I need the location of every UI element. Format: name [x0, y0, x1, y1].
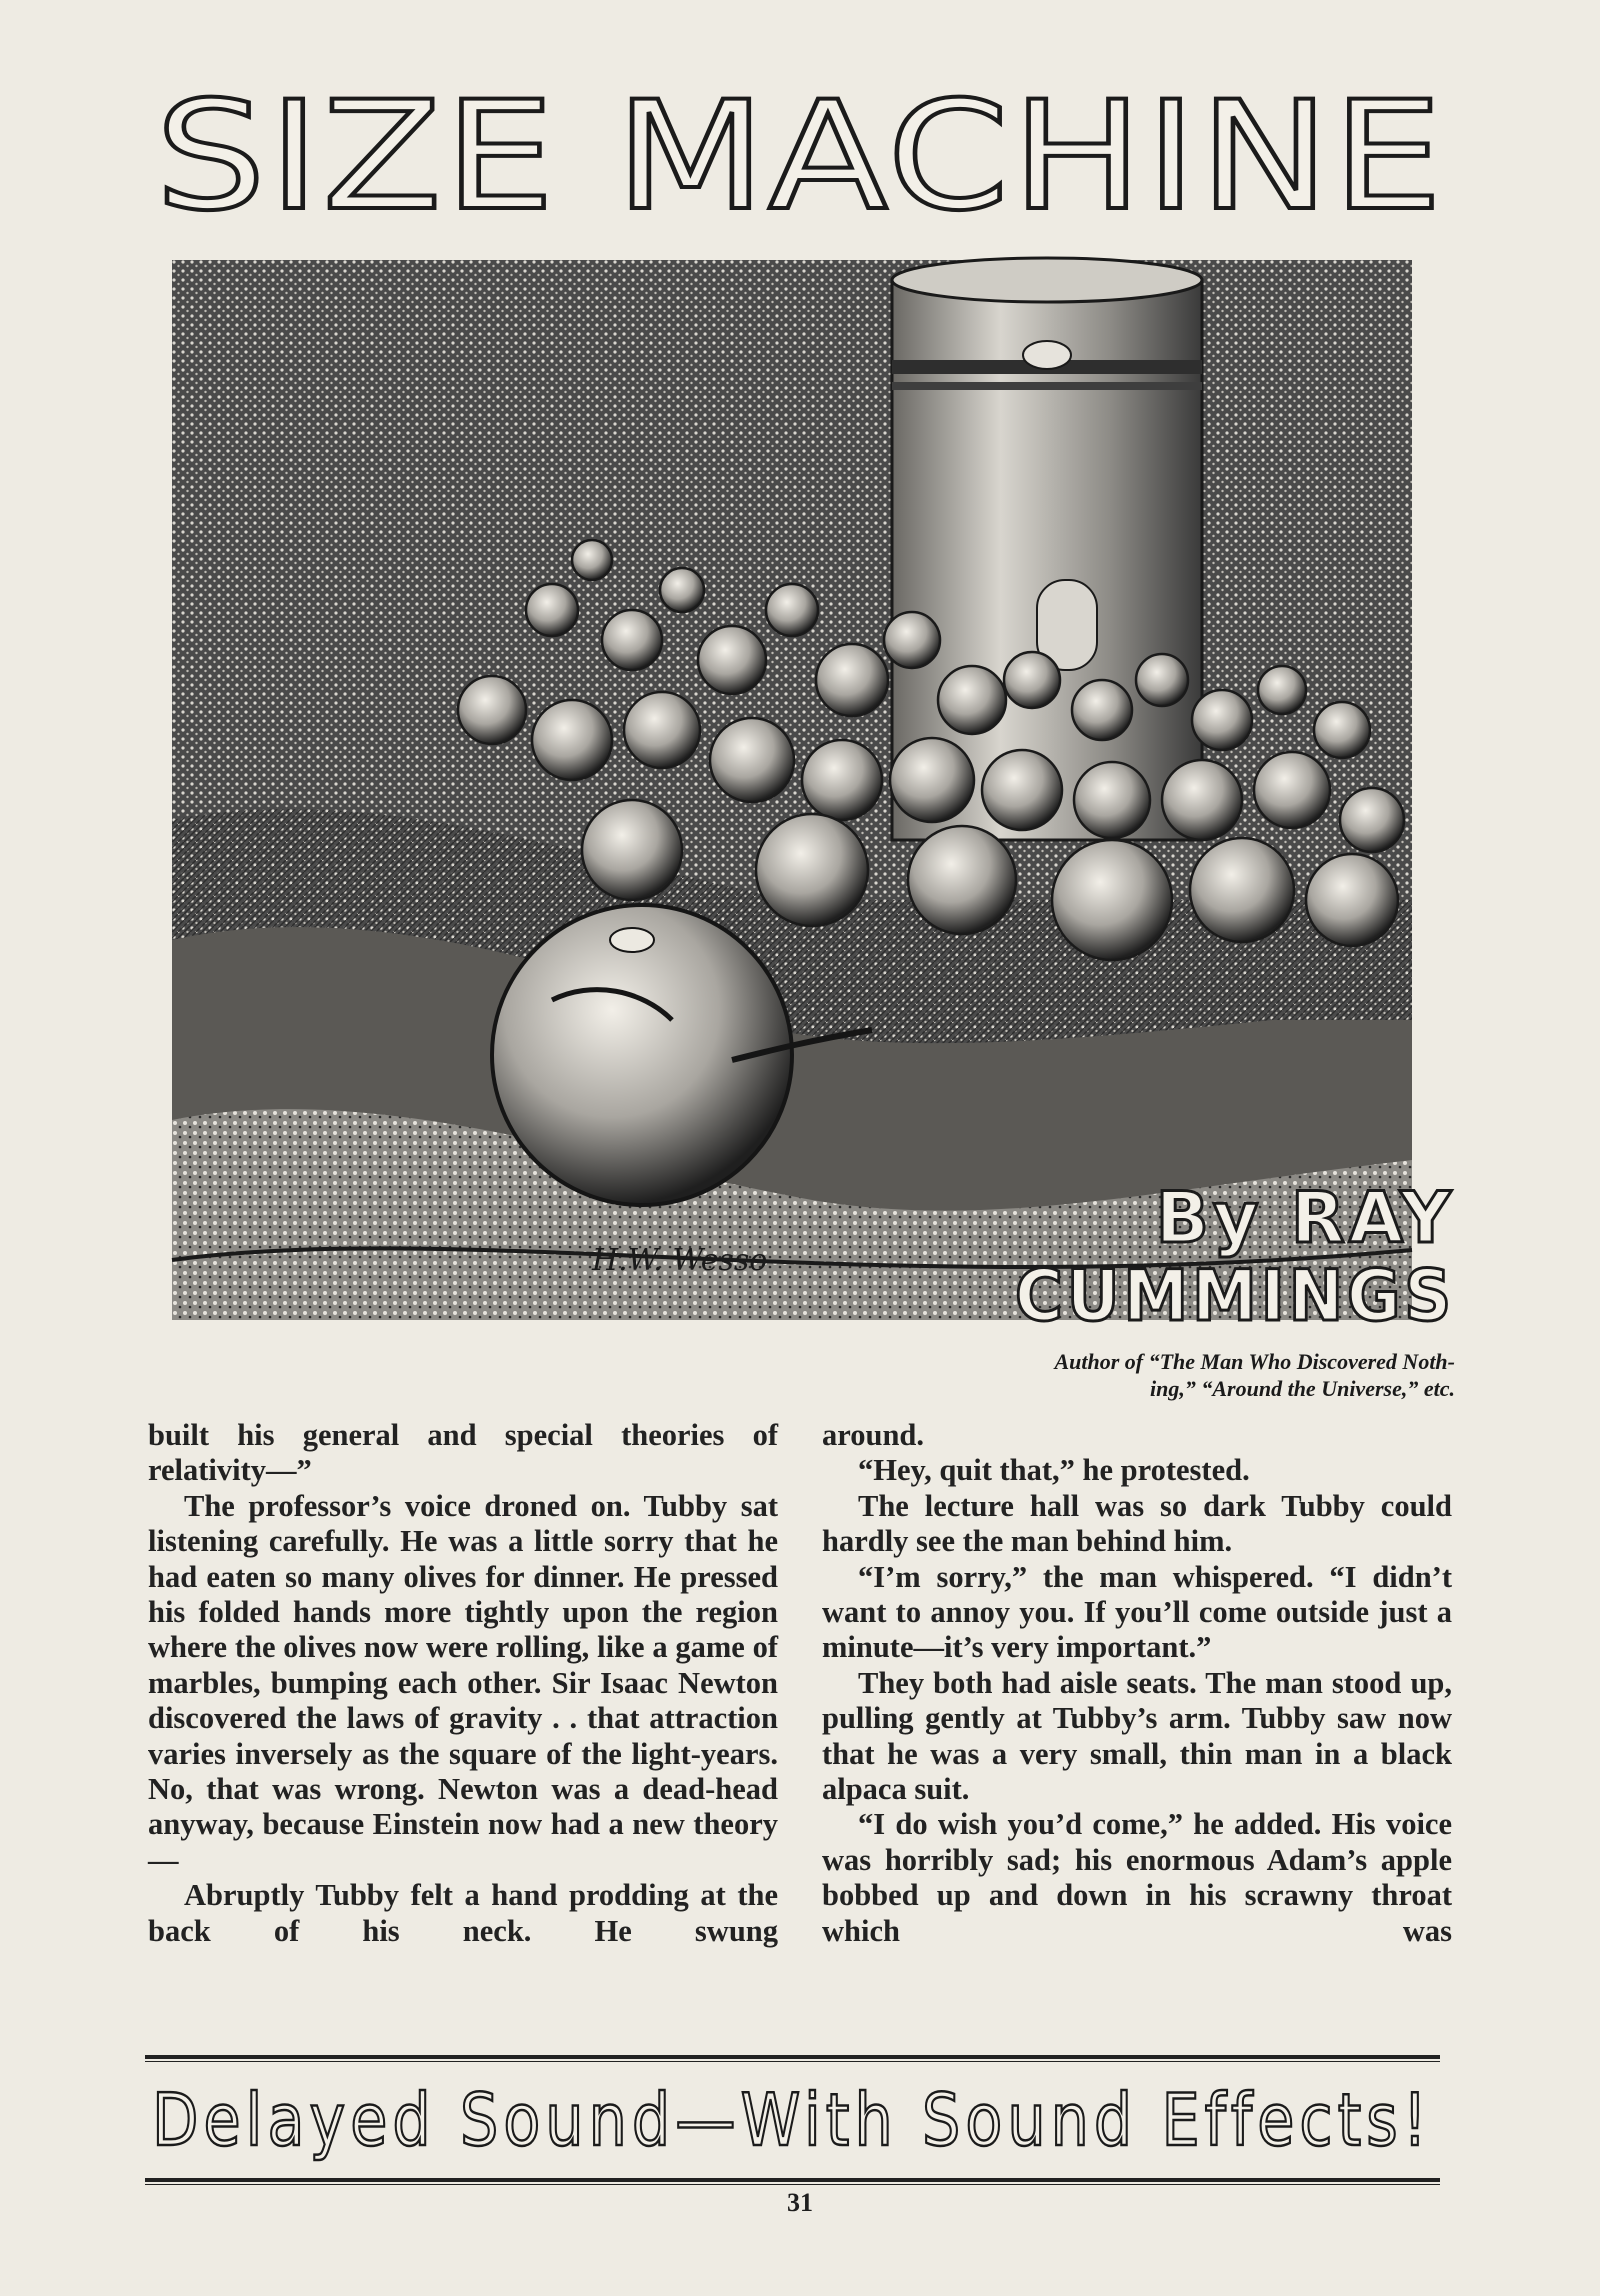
divider-top-thin [145, 2061, 1440, 2062]
paragraph: “I’m sorry,” the man whispered. “I didn’t want to annoy you. If you’ll come outside just a minute—it’s very important.” [822, 1559, 1452, 1665]
byline-line-2: CUMMINGS [1015, 1255, 1455, 1337]
teaser-text: Delayed Sound—With Sound Effects! [152, 2078, 1432, 2162]
paragraph: The professor’s voice droned on. Tubby sat listening carefully. He was a little sorry that he had eaten so many olives for dinner. He pressed his folded hands more tightly upon the region where the olives now were rolling, like a game of marbles, bumping each other. Sir Isaac Newton discovered the laws of gravity . . that attraction varies inversely as the square of the light-years. No, that was wrong. Newton was a dead-head anyway, because Einstein now had a new theory— [148, 1488, 778, 1877]
author-note-line-1: Author of “The Man Who Discovered Noth- [1054, 1349, 1455, 1374]
page-number: 31 [787, 2188, 813, 2217]
byline [1000, 1177, 1460, 1337]
teaser-banner [145, 2075, 1440, 2165]
author-note [850, 1348, 1455, 1402]
paragraph: built his general and special theories of relativity—” [148, 1418, 778, 1488]
paragraph: “Hey, quit that,” he protested. [858, 1453, 1250, 1488]
artist-signature: H.W. Wesso [592, 1243, 768, 1278]
paragraph: “I do wish you’d come,” he added. His voice was horribly sad; his enormous Adam’s apple bobbed up and down in his scrawny throat which was [822, 1807, 1452, 1948]
paragraph: Abruptly Tubby felt a hand prodding at the back of his neck. He swung [148, 1878, 778, 1948]
paragraph: The lecture hall was so dark Tubby could hardly see the man behind him. [822, 1488, 1452, 1559]
story-title-text: SIZE MACHINE [155, 70, 1445, 244]
paragraph: around. [822, 1418, 924, 1452]
story-title [150, 70, 1450, 244]
author-note-line-2: ing,” “Around the Universe,” etc. [1150, 1376, 1455, 1401]
divider-top [145, 2055, 1440, 2059]
byline-line-1: By RAY [1155, 1177, 1455, 1259]
right-column [822, 1418, 1452, 1949]
paragraph: They both had aisle seats. The man stood up, pulling gently at Tubby’s arm. Tubby saw now that he was a very small, thin man in a black alpaca suit. [822, 1665, 1452, 1807]
divider-bottom-thin [145, 2184, 1440, 2185]
divider-bottom [145, 2178, 1440, 2182]
left-column [148, 1418, 778, 1949]
